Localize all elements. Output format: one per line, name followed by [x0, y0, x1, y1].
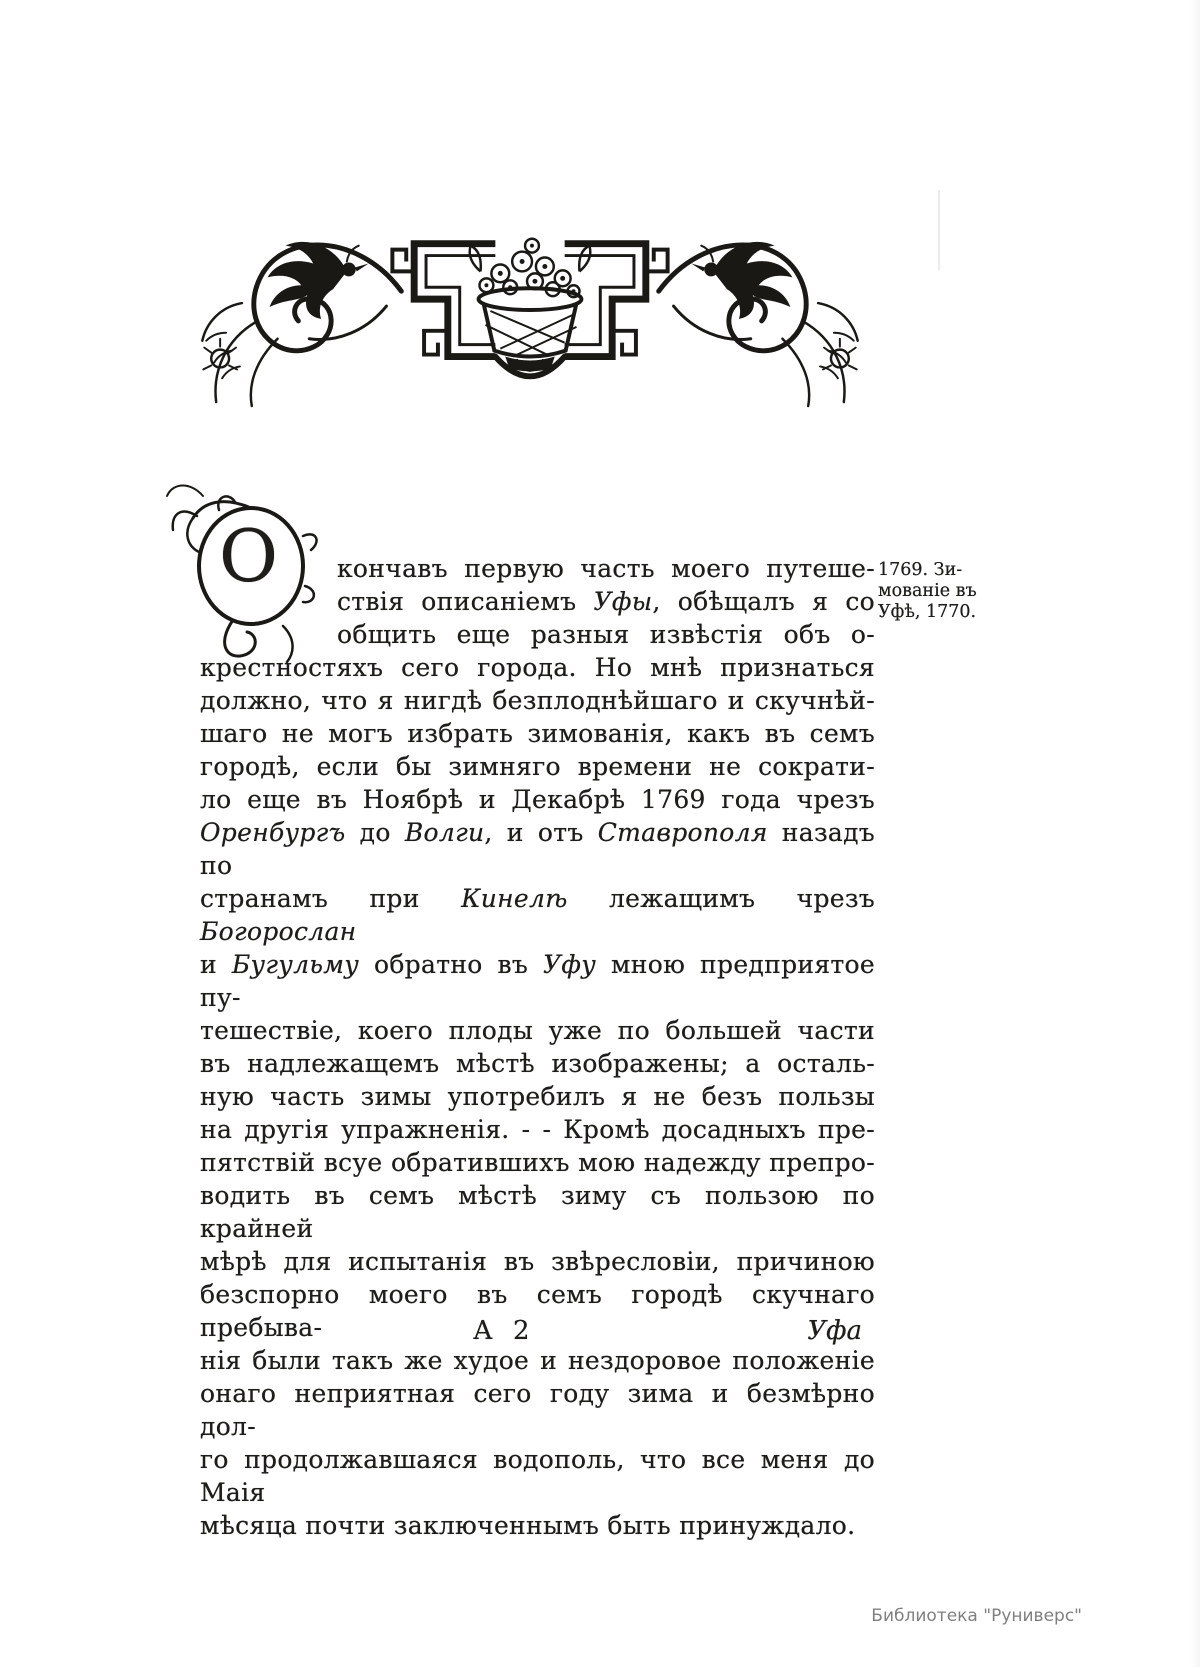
text-line: крестностяхъ сего города. Но мнѣ признаться: [200, 653, 875, 682]
page-edge-shadow: [1190, 0, 1200, 1667]
signature-mark: А 2: [473, 1316, 536, 1346]
text-line: нія были такъ же худое и нездоровое положеніе: [200, 1346, 875, 1375]
text-line: онаго неприятная сего году зима и безмѣрно дол-: [200, 1379, 875, 1441]
text-line: ло еще въ Ноябрѣ и Декабрѣ 1769 года чрезъ: [200, 785, 875, 814]
text-line: тешествіе, коего плоды уже по большей части: [200, 1016, 875, 1045]
text-line: ствія описаніемъ Уфы, обѣщалъ я со: [337, 587, 875, 616]
text-line: пятствій всуе обратившихъ мою надежду препро-: [200, 1148, 875, 1177]
margin-note-line: мованіе въ: [878, 581, 977, 601]
text-line: мѣсяца почти заключеннымъ быть принуждало.: [200, 1511, 856, 1540]
text-line: безспорно моего въ семъ городѣ скучнаго пребыва-: [200, 1280, 875, 1342]
text-line: странамъ при Кинелѣ лежащимъ чрезъ Богорослан: [200, 884, 875, 946]
text-line: должно, что я нигдѣ безплоднѣйшаго и скучнѣй-: [200, 686, 875, 715]
drop-cap-letter: О: [219, 514, 279, 598]
text-line: городѣ, если бы зимняго времени не сократи-: [200, 752, 875, 781]
text-line: ную часть зимы употребилъ я не безъ пользы: [200, 1082, 875, 1111]
text-line: общить еще разныя извѣстія объ о-: [337, 620, 875, 649]
text-line: Оренбургъ до Волги, и отъ Ставрополя назадъ по: [200, 818, 876, 880]
text-line: водить въ семъ мѣстѣ зиму съ пользою по крайней: [200, 1181, 875, 1243]
text-line: въ надлежащемъ мѣстѣ изображены; а осталь-: [200, 1049, 875, 1078]
margin-note-line: Уфѣ, 1770.: [878, 602, 977, 622]
margin-note-line: 1769. Зи-: [878, 560, 963, 580]
text-line: и Бугульму обратно въ Уфу мною предприятое пу-: [200, 950, 875, 1012]
body-lines: [200, 552, 875, 1542]
page-footer: [200, 1316, 875, 1352]
catchword: Уфа: [807, 1316, 862, 1346]
headpiece-engraving: [195, 212, 865, 410]
library-watermark: Библиотека "Руниверс": [871, 1606, 1082, 1626]
text-line: кончавъ первую часть моего путеше-: [337, 554, 875, 583]
scan-crease: [938, 190, 940, 270]
text-line: на другія упражненія. - - Кромѣ досадныхъ пре-: [200, 1115, 875, 1144]
text-line: шаго не могъ избрать зимованія, какъ въ семъ: [200, 719, 875, 748]
text-line: го продолжавшаяся водополь, что все меня до Маія: [200, 1445, 875, 1507]
text-line: мѣрѣ для испытанія въ звѣресловіи, причиною: [200, 1247, 875, 1276]
margin-note: [878, 560, 990, 623]
